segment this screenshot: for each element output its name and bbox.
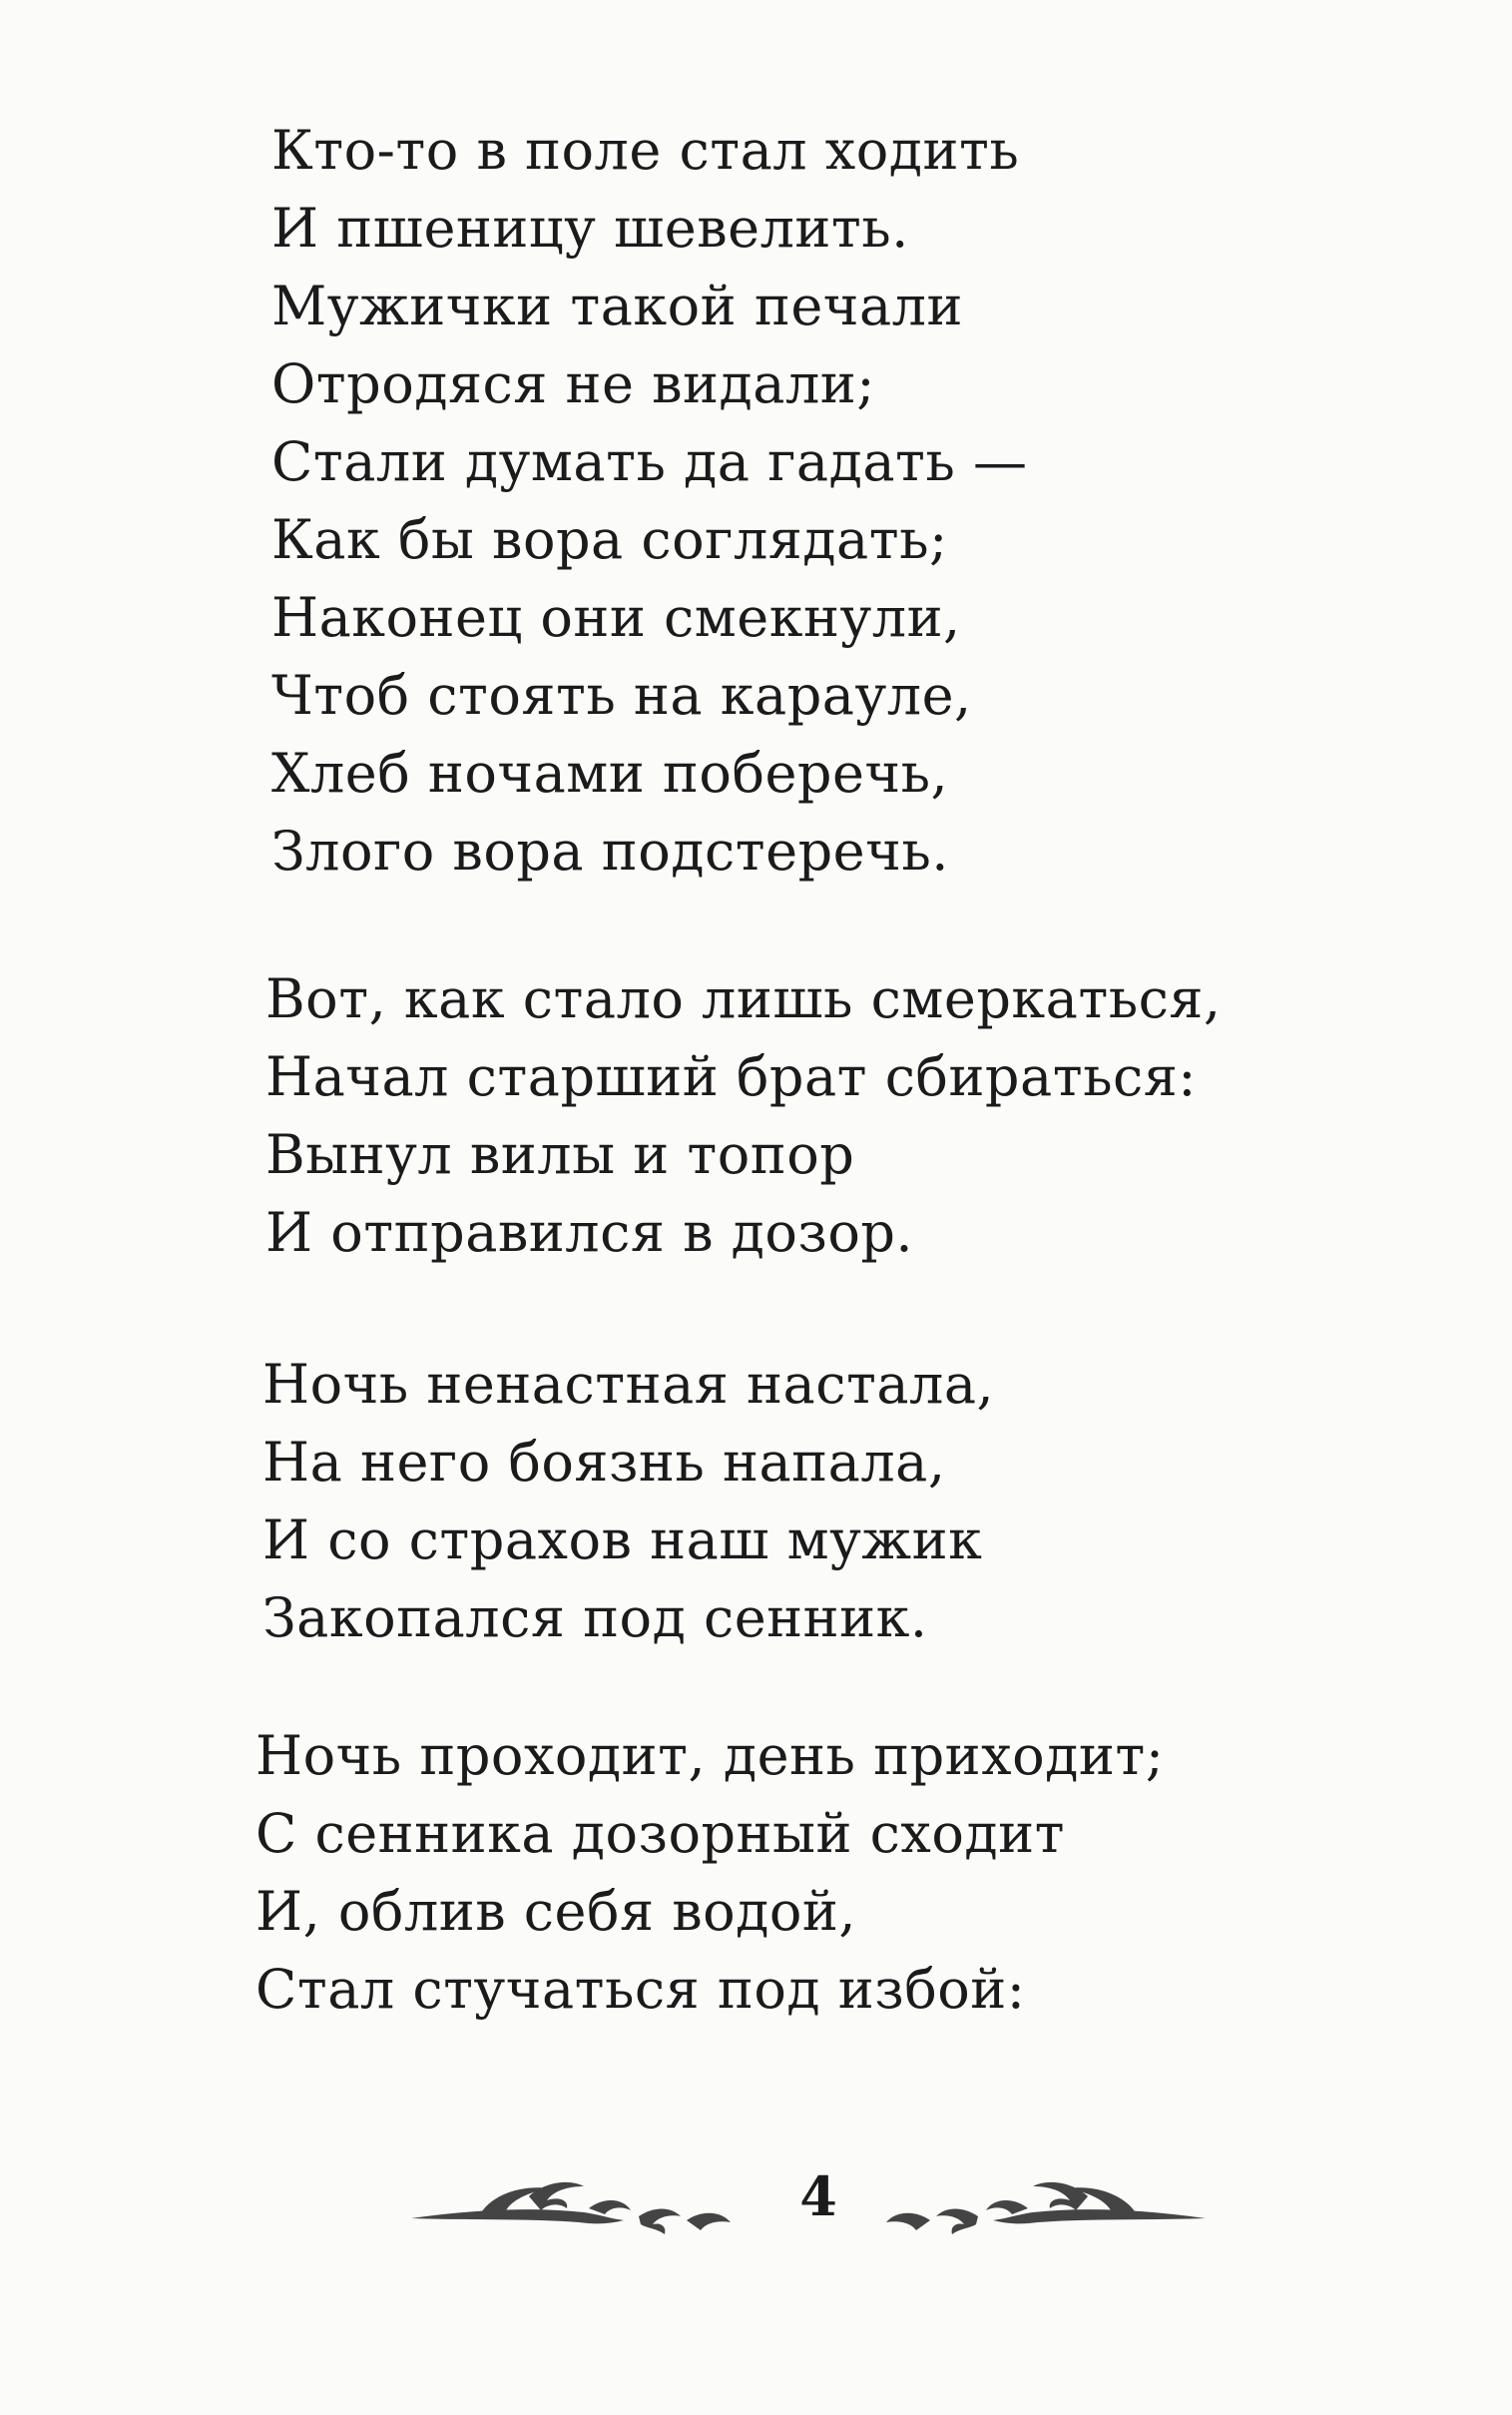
verse-line: Стал стучаться под избой: (255, 1958, 1026, 2021)
stanza-4 (255, 1717, 1164, 2029)
stanza-2 (265, 960, 1222, 1272)
verse-line: Отродяся не видали; (271, 352, 875, 415)
verse-line: Ночь ненастная настала, (262, 1353, 995, 1416)
verse-line: Стали думать да гадать — (271, 430, 1028, 493)
verse-line: Вынул вилы и топор (265, 1123, 855, 1186)
page-footer (0, 2146, 1512, 2266)
ornament-right-icon (868, 2176, 1208, 2246)
verse-line: И отправился в дозор. (265, 1201, 914, 1264)
verse-line: На него боязнь напала, (262, 1431, 946, 1494)
verse-line: Кто-то в поле стал ходить (271, 119, 1020, 182)
verse-line: Закопался под сенник. (262, 1586, 928, 1649)
verse-line: Мужички такой печали (271, 275, 963, 337)
page-number: 4 (799, 2164, 837, 2228)
verse-line: Злого вора подстеречь. (271, 820, 949, 883)
stanza-1 (271, 112, 1027, 891)
verse-line: Как бы вора соглядать; (271, 508, 948, 571)
ornament-left-icon (409, 2176, 749, 2246)
verse-line: Чтоб стоять на карауле, (271, 664, 972, 727)
verse-line: С сенника дозорный сходит (255, 1802, 1066, 1865)
verse-line: Наконец они смекнули, (271, 586, 961, 649)
verse-line: Начал старший брат сбираться: (265, 1045, 1197, 1108)
stanza-3 (262, 1346, 994, 1657)
verse-line: И со страхов наш мужик (262, 1509, 983, 1571)
verse-line: Ночь проходит, день приходит; (255, 1724, 1165, 1787)
verse-line: Вот, как стало лишь смеркаться, (265, 967, 1222, 1030)
verse-line: И пшеницу шевелить. (271, 197, 909, 260)
verse-line: И, облив себя водой, (255, 1880, 857, 1943)
verse-line: Хлеб ночами поберечь, (271, 742, 949, 805)
